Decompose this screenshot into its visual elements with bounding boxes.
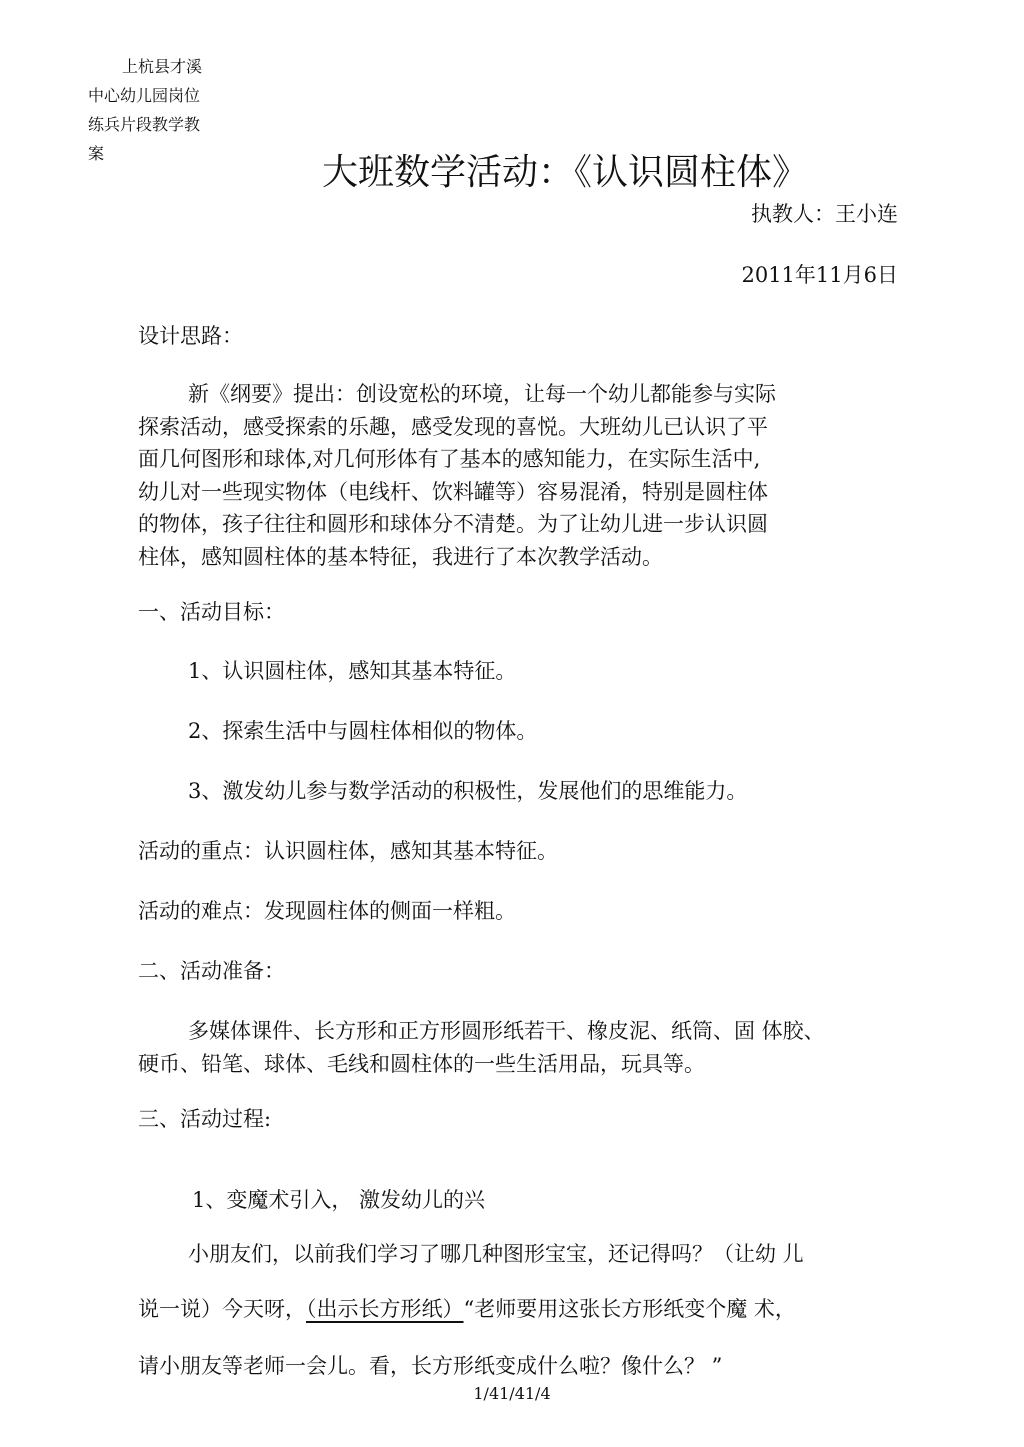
- paragraph-line: 多媒体课件、长方形和正方形圆形纸若干、橡皮泥、纸筒、固 体胶、: [188, 1019, 825, 1043]
- stage-direction: （出示长方形纸）: [306, 1297, 464, 1321]
- header-note-line: 上杭县才溪: [122, 57, 203, 76]
- paragraph-line: 的物体，孩子往往和圆形和球体分不清楚。为了让幼儿进一步认识圆: [138, 512, 768, 536]
- page-number: 1/41/41/4: [473, 1384, 551, 1403]
- difficulty-point: 活动的难点：发现圆柱体的侧面一样粗。: [138, 899, 516, 923]
- paragraph-line: 幼儿对一些现实物体（电线杆、饮料罐等）容易混淆，特别是圆柱体: [138, 479, 768, 504]
- dialog-segment: 说一说）今天呀，: [138, 1297, 306, 1321]
- key-point: 活动的重点：认识圆柱体，感知其基本特征。: [138, 839, 558, 863]
- process-heading: 三、活动过程:: [138, 1107, 272, 1131]
- goal-item: 3、激发幼儿参与数学活动的积极性，发展他们的思维能力。: [188, 779, 748, 803]
- design-heading: 设计思路：: [138, 324, 243, 348]
- dialog-segment: “老师要用这张长方形纸变个魔 术，: [463, 1297, 796, 1321]
- dialog-line: 请小朋友等老师一会儿。看，长方形纸变成什么啦？像什么？ ”: [138, 1354, 723, 1378]
- design-paragraph: [138, 378, 878, 573]
- document-title: 大班数学活动：《认识圆柱体》: [322, 152, 809, 193]
- process-step: 1、变魔术引入， 激发幼儿的兴: [192, 1188, 486, 1212]
- paragraph-line: 探索活动，感受探索的乐趣，感受发现的喜悦。大班幼儿已认识了平: [138, 414, 768, 439]
- date-line: 2011年11月6日: [741, 263, 898, 287]
- goals-heading: 一、活动目标：: [138, 600, 285, 624]
- header-note-line: 中心幼儿园岗位: [88, 86, 201, 105]
- paragraph-line: 柱体，感知圆柱体的基本特征，我进行了本次教学活动。: [138, 544, 663, 569]
- header-note-line: 练兵片段教学教: [88, 115, 201, 134]
- goal-item: 1、认识圆柱体，感知其基本特征。: [188, 659, 517, 683]
- header-note: [88, 52, 223, 168]
- dialog-line: [138, 1295, 796, 1323]
- prep-paragraph: [138, 1015, 908, 1081]
- paragraph-line: 新《纲要》提出：创设宽松的环境，让每一个幼儿都能参与实际: [188, 382, 776, 406]
- goal-item: 2、探索生活中与圆柱体相似的物体。: [188, 719, 538, 743]
- header-note-line: 案: [88, 144, 105, 163]
- paragraph-line: 面几何图形和球体,对几何形体有了基本的感知能力，在实际生活中,: [138, 447, 761, 471]
- paragraph-line: 硬币、铅笔、球体、毛线和圆柱体的一些生活用品，玩具等。: [138, 1052, 705, 1076]
- prep-heading: 二、活动准备：: [138, 959, 285, 983]
- teacher-line: 执教人：王小连: [751, 202, 898, 226]
- dialog-line: 小朋友们，以前我们学习了哪几种图形宝宝，还记得吗？（让幼 儿: [188, 1242, 804, 1266]
